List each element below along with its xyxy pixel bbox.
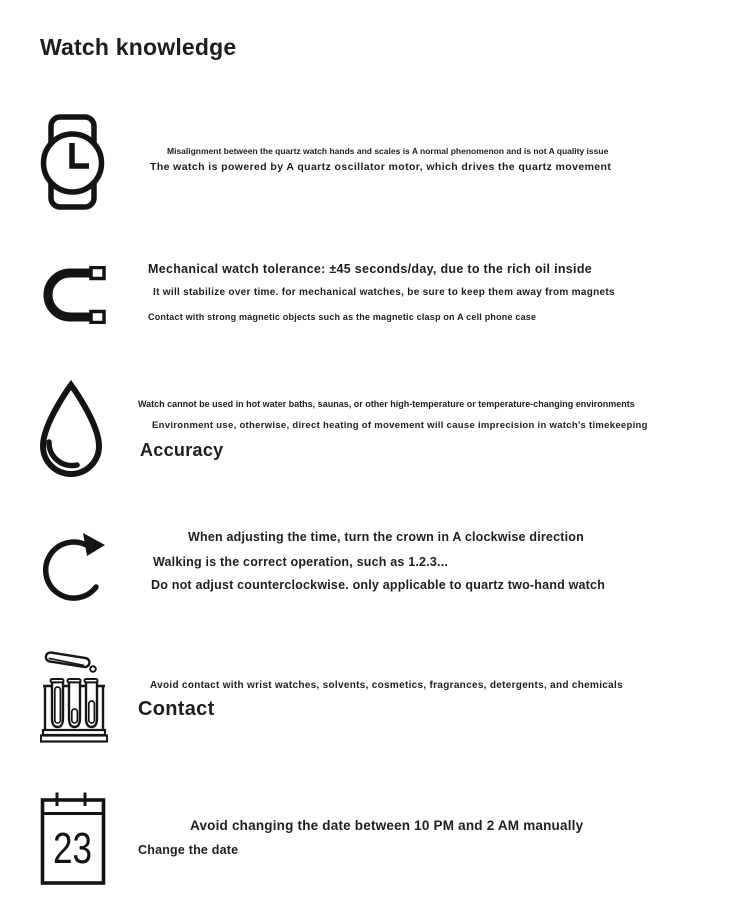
contact-heading: Contact — [138, 698, 215, 720]
crown-note-tertiary: Do not adjust counterclockwise. only applicable to quartz two-hand watch — [151, 578, 606, 592]
crown-note-secondary: Walking is the correct operation, such as 1.2.3... — [153, 555, 449, 569]
magnetism-note-tertiary: Contact with strong magnetic objects such as the magnetic clasp on A cell phone case — [148, 312, 537, 322]
quartz-note-secondary: Misalignment between the quartz watch hands and scales is A normal phenomenon and is not A quality issue — [167, 146, 609, 156]
change-date-heading: Change the date — [138, 843, 239, 857]
temperature-note-primary: Environment use, otherwise, direct heating of movement will cause imprecision in watch's timekeeping — [152, 420, 648, 431]
calendar-icon — [40, 792, 106, 886]
test-tubes-icon — [40, 646, 108, 744]
page-title: Watch knowledge — [40, 34, 237, 60]
magnetism-note-primary: Mechanical watch tolerance: ±45 seconds/day, due to the rich oil inside — [148, 262, 593, 276]
date-change-note: Avoid changing the date between 10 PM and 2 AM manually — [190, 818, 584, 833]
quartz-note-primary: The watch is powered by A quartz oscillator motor, which drives the quartz movement — [150, 161, 612, 173]
accuracy-heading: Accuracy — [140, 440, 224, 460]
water-drop-icon — [38, 380, 104, 478]
temperature-note-secondary: Watch cannot be used in hot water baths, saunas, or other high-temperature or temperature-changing environments — [138, 399, 635, 409]
clockwise-arrow-icon — [42, 524, 110, 608]
crown-note-primary: When adjusting the time, turn the crown in A clockwise direction — [188, 530, 584, 544]
chemicals-note: Avoid contact with wrist watches, solvents, cosmetics, fragrances, detergents, and chemicals — [150, 680, 623, 691]
magnetism-note-secondary: It will stabilize over time. for mechanical watches, be sure to keep them away from magnets — [153, 287, 615, 298]
wristwatch-icon — [40, 114, 106, 210]
calendar-day-number: 23 — [53, 824, 92, 873]
magnet-icon — [42, 266, 106, 324]
